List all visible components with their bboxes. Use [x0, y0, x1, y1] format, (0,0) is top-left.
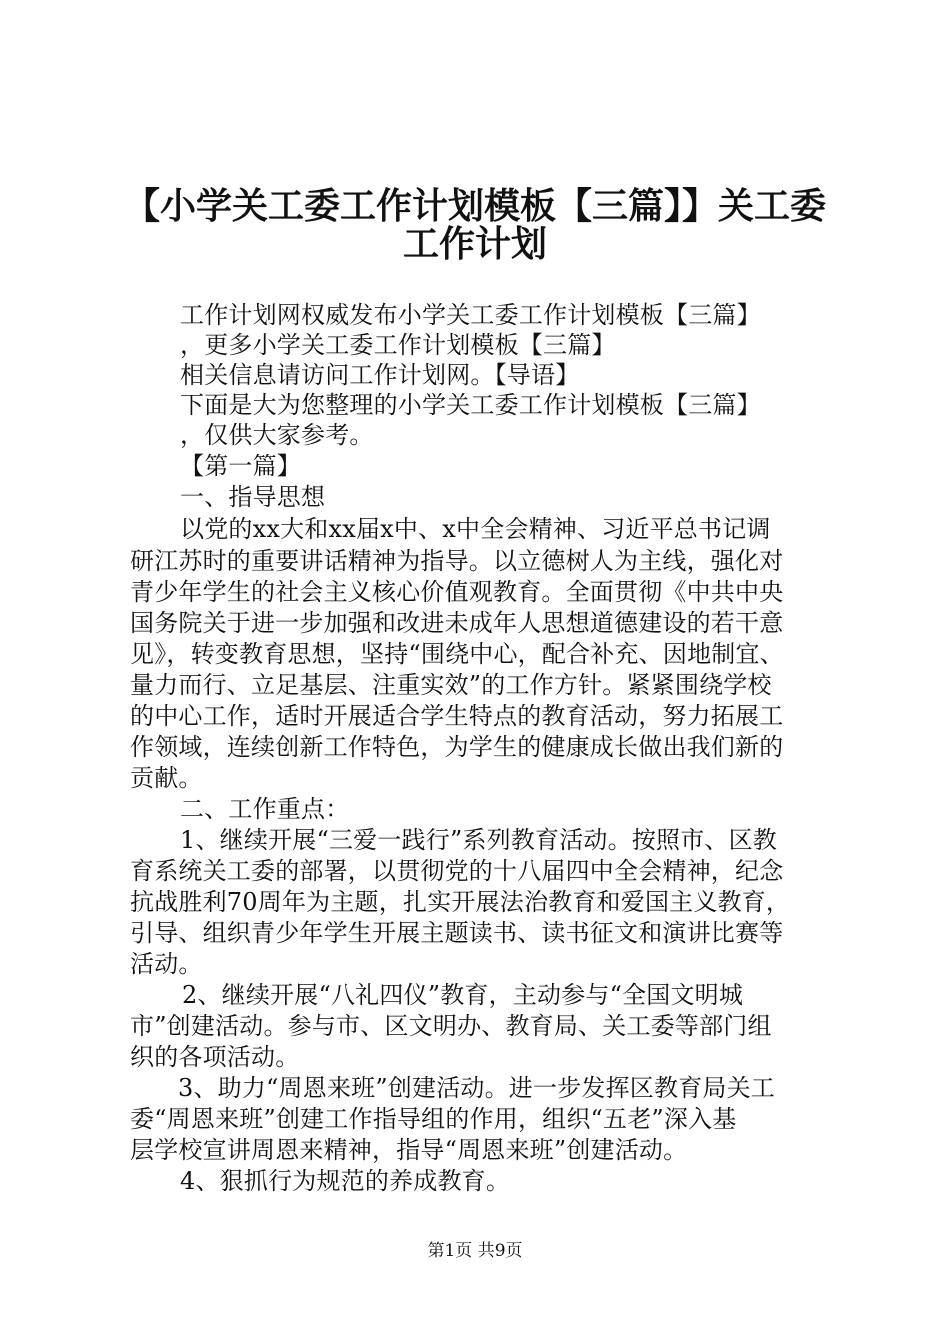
intro-line: 工作计划网权威发布小学关工委工作计划模板【三篇】	[180, 301, 761, 329]
page-footer: 第1页 共9页	[427, 1241, 523, 1261]
document-title-line-1: 【小学关工委工作计划模板【三篇】】关工委	[123, 185, 826, 227]
body-line: 研江苏时的重要讲话精神为指导。以立德树人为主线，强化对	[130, 547, 784, 575]
body-line: 2、继续开展“八礼四仪”教育，主动参与“全国文明城	[182, 981, 744, 1009]
body-line: 1、继续开展“三爱一践行”系列教育活动。按照市、区教	[180, 826, 778, 854]
document-title-line-2: 工作计划	[402, 223, 547, 265]
intro-line: ，更多小学关工委工作计划模板【三篇】	[180, 331, 616, 359]
body-line: 3、助力“周恩来班”创建活动。进一步发挥区教育局关工	[178, 1074, 776, 1102]
body-line: 的中心工作，适时开展适合学生特点的教育活动，努力拓展工	[130, 702, 784, 730]
body-line: 作领域，连续创新工作特色，为学生的健康成长做出我们新的	[130, 733, 784, 761]
body-line: 育系统关工委的部署，以贯彻党的十八届四中全会精神，纪念	[130, 857, 784, 885]
body-line: 贡献。	[130, 764, 203, 792]
body-line: 层学校宣讲周恩来精神，指导“周恩来班”创建活动。	[130, 1136, 688, 1164]
body-line: 国务院关于进一步加强和改进未成年人思想道德建设的若干意	[130, 609, 784, 637]
body-line: 4、狠抓行为规范的养成教育。	[180, 1167, 511, 1195]
intro-line: 下面是大为您整理的小学关工委工作计划模板【三篇】	[180, 391, 761, 419]
body-line: 量力而行、立足基层、注重实效”的工作方针。紧紧围绕学校	[130, 671, 772, 699]
section-heading: 二、工作重点：	[180, 795, 350, 823]
body-line: 委“周恩来班”创建工作指导组的作用，组织“五老”深入基	[130, 1105, 737, 1133]
body-line: 青少年学生的社会主义核心价值观教育。全面贯彻《中共中央	[130, 578, 784, 606]
body-line: 市”创建活动。参与市、区文明办、教育局、关工委等部门组	[130, 1012, 772, 1040]
body-line: 见》，转变教育思想，坚持“围绕中心，配合补充、因地制宜、	[130, 640, 784, 668]
body-line: 以党的xx大和xx届x中、x中全会精神、习近平总书记调	[180, 515, 771, 543]
section-heading: 【第一篇】	[180, 452, 301, 480]
body-line: 活动。	[130, 950, 203, 978]
intro-line: 相关信息请访问工作计划网。【导语】	[180, 361, 580, 389]
body-line: 抗战胜利70周年为主题，扎实开展法治教育和爱国主义教育，	[130, 888, 791, 916]
intro-line: ，仅供大家参考。	[180, 421, 374, 449]
body-line: 织的各项活动。	[130, 1043, 300, 1071]
section-heading: 一、指导思想	[180, 483, 326, 511]
body-line: 引导、组织青少年学生开展主题读书、读书征文和演讲比赛等	[130, 919, 784, 947]
